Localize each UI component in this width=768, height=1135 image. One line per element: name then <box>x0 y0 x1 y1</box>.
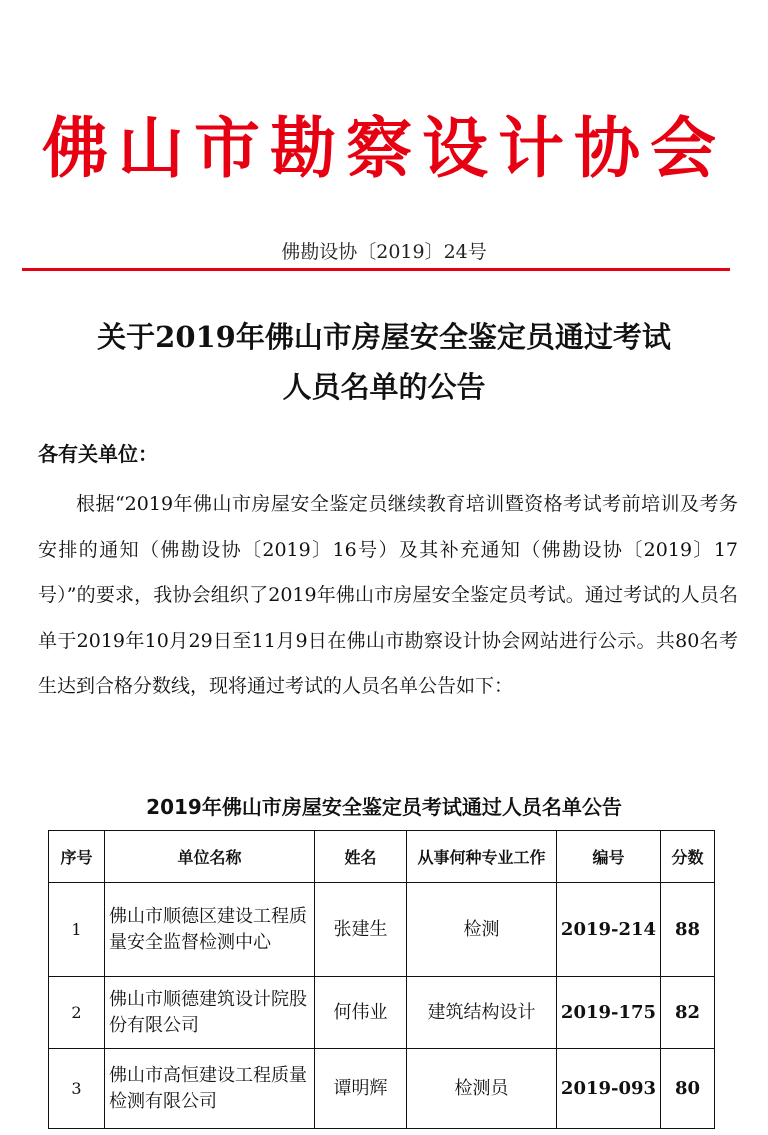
cell-unit: 佛山市顺德建筑设计院股份有限公司 <box>105 977 315 1049</box>
cell-work: 建筑结构设计 <box>407 977 557 1049</box>
cell-seq: 2 <box>49 977 105 1049</box>
header-score: 分数 <box>661 831 715 883</box>
cell-code: 2019-175 <box>557 977 661 1049</box>
salutation: 各有关单位： <box>38 442 158 466</box>
header-name: 姓名 <box>315 831 407 883</box>
cell-unit: 佛山市高恒建设工程质量检测有限公司 <box>105 1049 315 1129</box>
cell-seq: 3 <box>49 1049 105 1129</box>
table-row <box>49 977 715 1049</box>
cell-score: 80 <box>661 1049 715 1129</box>
cell-seq: 1 <box>49 883 105 977</box>
notice-title <box>0 312 768 412</box>
cell-name: 何伟业 <box>315 977 407 1049</box>
table-row <box>49 1049 715 1129</box>
passed-candidates-table <box>48 830 715 1129</box>
header-unit: 单位名称 <box>105 831 315 883</box>
cell-name: 谭明辉 <box>315 1049 407 1129</box>
notice-title-line-1: 关于2019年佛山市房屋安全鉴定员通过考试 <box>97 320 671 354</box>
cell-work: 检测员 <box>407 1049 557 1129</box>
cell-name: 张建生 <box>315 883 407 977</box>
red-divider-line <box>22 268 730 271</box>
header-work: 从事何种专业工作 <box>407 831 557 883</box>
cell-score: 82 <box>661 977 715 1049</box>
cell-code: 2019-093 <box>557 1049 661 1129</box>
cell-score: 88 <box>661 883 715 977</box>
header-seq: 序号 <box>49 831 105 883</box>
notice-body-paragraph: 根据“2019年佛山市房屋安全鉴定员继续教育培训暨资格考试考前培训及考务安排的通知（佛勘设协〔2019〕16号）及其补充通知（佛勘设协〔2019〕17号）”的要求，我协会组织了2019年佛山市房屋安全鉴定员考试。通过考试的人员名单于2019年10月29日至11月9日在佛山市勘察设计协会网站进行公示。共80名考生达到合格分数线，现将通过考试的人员名单公告如下： <box>38 493 738 698</box>
cell-work: 检测 <box>407 883 557 977</box>
table-title: 2019年佛山市房屋安全鉴定员考试通过人员名单公告 <box>146 795 622 819</box>
table-header-row <box>49 831 715 883</box>
header-code: 编号 <box>557 831 661 883</box>
document-number: 佛勘设协〔2019〕24号 <box>281 241 487 263</box>
notice-title-line-2: 人员名单的公告 <box>282 370 486 404</box>
org-masthead: 佛山市勘察设计协会 <box>42 109 726 187</box>
cell-unit: 佛山市顺德区建设工程质量安全监督检测中心 <box>105 883 315 977</box>
table-row <box>49 883 715 977</box>
cell-code: 2019-214 <box>557 883 661 977</box>
